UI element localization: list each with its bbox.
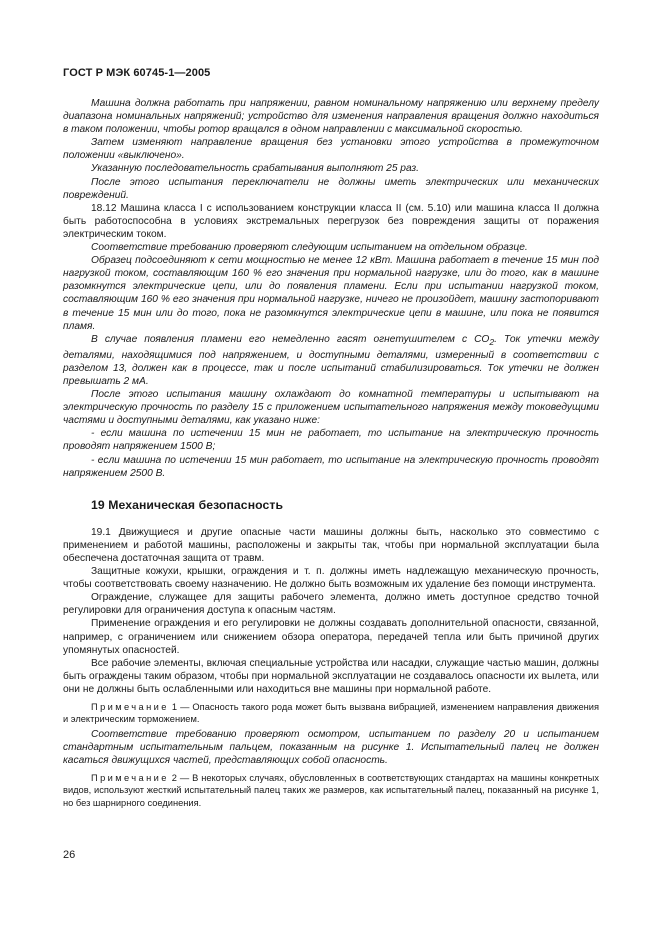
note-label: Примечание (91, 773, 169, 784)
note-text: 2 — В некоторых случаях, обусловленных в соответствующих стандартах на машины конкретных видов, используют жесткий испытательный палец таких же размеров, как испытательный палец, показанный на рисунке 1, но без шарнирного соединения. (63, 773, 599, 808)
list-item: - если машина по истечении 15 мин не работает, то испытание на электрическую прочность проводят напряжением 1500 В; (63, 428, 599, 453)
note-2 (63, 772, 599, 809)
paragraph: Ограждение, служащее для защиты рабочего элемента, должно иметь доступное средство точной регулировки для ограничения доступа к опасным частям. (63, 592, 599, 617)
paragraph: После этого испытания переключатели не должны иметь электрических или механических повреждений. (63, 176, 599, 201)
clause-19-1: 19.1 Движущиеся и другие опасные части машины должны быть, насколько это совместимо с применением и работой машины, расположены и закрыты так, чтобы при нормальной эксплуатации была обеспечена достаточная защита от травм. (63, 526, 599, 564)
paragraph: Соответствие требованию проверяют следующим испытанием на отдельном образце. (91, 242, 528, 254)
note-text: 1 — Опасность такого рода может быть вызвана вибрацией, изменением направления движения и электрическим торможением. (63, 701, 599, 725)
paragraph: Применение ограждения и его регулировки не должны создавать дополнительной опасности, связанной, например, с ограничением или снижением обзора оператора, передачей тепла или быть причиной других упомянутых опасностей. (63, 618, 599, 656)
note-label: Примечание (91, 701, 169, 712)
paragraph: Машина должна работать при напряжении, равном номинальному напряжению или верхнему пределу диапазона номинальных напряжений; устройство для изменения направления вращения должно находиться в таком положении, чтобы ротор вращался в одном направлении с максимальной скоростью. (63, 98, 599, 136)
page-number: 26 (63, 849, 76, 861)
paragraph: Указанную последовательность срабатывания выполняют 25 раз. (91, 163, 419, 175)
list-item: - если машина по истечении 15 мин работает, то испытание на электрическую прочность проводят напряжением 2500 В. (63, 454, 599, 479)
page-body (63, 97, 599, 809)
paragraph: Образец подсоединяют к сети мощностью не менее 12 кВт. Машина работает в течение 15 мин под нагрузкой током, составляющим 160 % его значения при нормальной нагрузке, или до того, как в машине разомкнутся электрические цепи, или до появления пламени. Если при испытании нагрузкой током, составляющим 160 % его значения при нормальной нагрузке, ничего не произойдет, машину застопоривают в течение 15 мин или до того, пока не разомкнутся электрические цепи в машине, или пока не появится пламя. (63, 255, 599, 332)
clause-18-12: 18.12 Машина класса I с использованием конструкции класса II (см. 5.10) или машина класса II должна быть работоспособна в условиях экстремальных перегрузок без повреждения защиты от поражения электрическим током. (63, 202, 599, 240)
paragraph: Защитные кожухи, крышки, ограждения и т. п. должны иметь надлежащую механическую прочность, чтобы соответствовать своему назначению. Не должно быть возможным их удаление без помощи инструмента. (63, 566, 599, 591)
text-run: В случае появления пламени его немедленно гасят огнетушителем с CO (91, 333, 490, 345)
paragraph: Все рабочие элементы, включая специальные устройства или насадки, служащие частью машин, должны быть ограждены таким образом, чтобы при нормальной эксплуатации не создавалось опасности их вылета, или они не должны быть ослабленными или находиться вне машины при нормальной работе. (63, 657, 599, 695)
paragraph (63, 333, 599, 388)
document-header: ГОСТ Р МЭК 60745-1—2005 (63, 67, 211, 79)
paragraph: Затем изменяют направление вращения без установки этого устройства в промежуточном положении «выключено». (63, 137, 599, 162)
note-1 (63, 701, 599, 726)
paragraph: После этого испытания машину охлаждают до комнатной температуры и испытывают на электрическую прочность по разделу 15 с приложением испытательного напряжения между токоведущими частями и доступными деталями, как указано ниже: (63, 389, 599, 427)
paragraph: Соответствие требованию проверяют осмотром, испытанием по разделу 20 и испытанием стандартным испытательным пальцем, показанным на рисунке 1. Испытательный палец не должен касаться движущихся частей, представляющих собой опасность. (63, 728, 599, 766)
subscript: 2 (489, 336, 495, 347)
section-heading: 19 Механическая безопасность (91, 497, 284, 512)
text-run: . Ток утечки между деталями, находящимися под напряжением, и доступными деталями, измеренный в соответствии с разделом 13, должен как в процессе, так и после испытаний стабилизироваться. Ток утечки не должен превышать 2 мА. (63, 333, 599, 387)
